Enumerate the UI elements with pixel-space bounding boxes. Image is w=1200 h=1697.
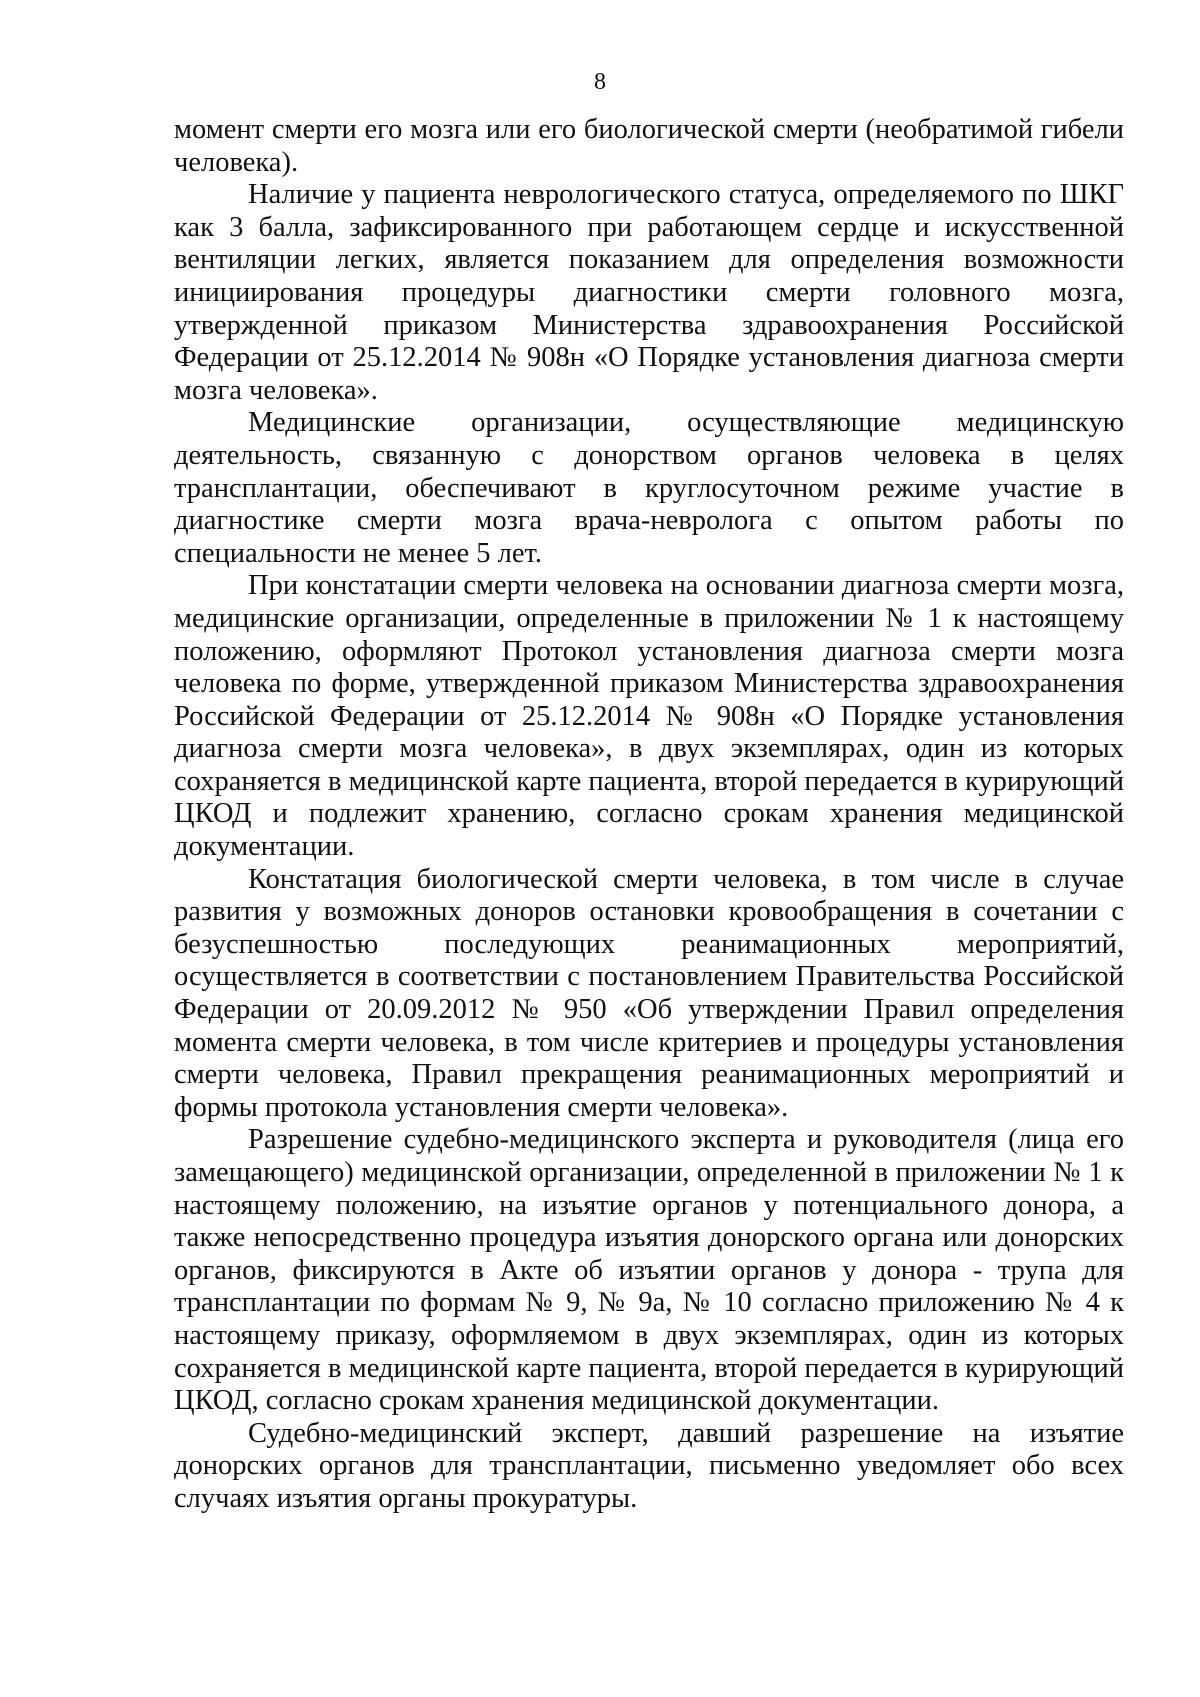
paragraph-brain-death-protocol: При констатации смерти человека на основании диагноза смерти мозга, медицинские организации, определенные в приложении № 1 к настоящему положению, оформляют Протокол установления диагноза смерти мозга человека по форме, утвержденной приказом Министерства здравоохранения Российской Федерации от 25.12.2014 № 908н «О Порядке установления диагноза смерти мозга человека», в двух экземплярах, один из которых сохраняется в медицинской карте пациента, второй передается в курирующий ЦКОД и подлежит хранению, согласно срокам хранения медицинской документации. [174,570,1124,863]
paragraph-biological-death: Констатация биологической смерти человека, в том числе в случае развития у возможных доноров остановки кровообращения в сочетании с безуспешностью последующих реанимационных мероприятий, осуществляется в соответствии с постановлением Правительства Российской Федерации от 20.09.2012 № 950 «Об утверждении Правил определения момента смерти человека, в том числе критериев и процедуры установления смерти человека, Правил прекращения реанимационных мероприятий и формы протокола установления смерти человека». [174,863,1124,1123]
page-number: 8 [594,69,606,95]
paragraph-continuation: момент смерти его мозга или его биологической смерти (необратимой гибели человека). [174,114,1124,178]
paragraph-prosecutor-notification: Судебно-медицинский эксперт, давший разрешение на изъятие донорских органов для трансплантации, письменно уведомляет обо всех случаях изъятия органы прокуратуры. [174,1417,1124,1514]
paragraph-neurological-status: Наличие у пациента неврологического статуса, определяемого по ШКГ как 3 балла, зафиксированного при работающем сердце и искусственной вентиляции легких, является показанием для определения возможности инициирования процедуры диагностики смерти головного мозга, утвержденной приказом Министерства здравоохранения Российской Федерации от 25.12.2014 № 908н «О Порядке установления диагноза смерти мозга человека». [174,179,1124,406]
paragraph-organ-removal-permission: Разрешение судебно-медицинского эксперта и руководителя (лица его замещающего) медицинской организации, определенной в приложении № 1 к настоящему положению, на изъятие органов у потенциального донора, а также непосредственно процедура изъятия донорского органа или донорских органов, фиксируются в Акте об изъятии органов у донора - трупа для трансплантации по формам № 9, № 9а, № 10 согласно приложению № 4 к настоящему приказу, оформляемом в двух экземплярах, один из которых сохраняется в медицинской карте пациента, второй передается в курирующий ЦКОД, согласно срокам хранения медицинской документации. [174,1124,1124,1417]
document-body [174,114,1124,1516]
paragraph-medical-organizations: Медицинские организации, осуществляющие медицинскую деятельность, связанную с донорством органов человека в целях трансплантации, обеспечивают в круглосуточном режиме участие в диагностике смерти мозга врача-невролога с опытом работы по специальности не менее 5 лет. [174,407,1124,569]
